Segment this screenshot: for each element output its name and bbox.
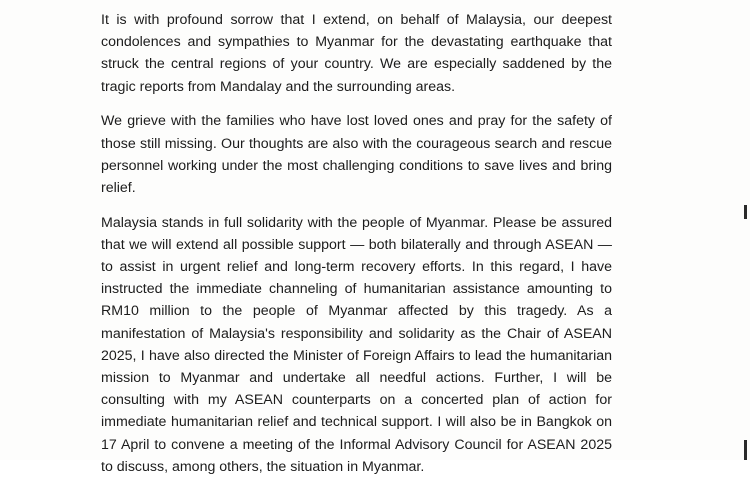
scan-edge-mark [744,440,747,460]
letter-paragraph-condolences: It is with profound sorrow that I extend, on behalf of Malaysia, our deepest condolences and sympathies to Myanmar for the devastating earthquake that struck the central regions of your country. We are especially saddened by the tragic reports from Mandalay and the surrounding areas. [101,12,612,95]
handwritten-greeting-mark [128,0,348,6]
letter-paragraph-grief: We grieve with the families who have lost loved ones and pray for the safety of those still missing. Our thoughts are also with the courageous search and rescue personnel working under the most challenging conditions to save lives and bring relief. [101,113,612,196]
scan-edge-mark [744,205,747,219]
letter-body [101,9,612,478]
letter-paragraph-solidarity: Malaysia stands in full solidarity with the people of Myanmar. Please be assured that we will extend all possible support — both bilaterally and through ASEAN — to assist in urgent relief and long-term recovery efforts. In this regard, I have instructed the immediate channeling of humanitarian assistance amounting to RM10 million to the people of Myanmar affected by this tragedy. As a manifestation of Malaysia's responsibility and solidarity as the Chair of ASEAN 2025, I have also directed the Minister of Foreign Affairs to lead the humanitarian mission to Myanmar and undertake all needful actions. Further, I will be consulting with my ASEAN counterparts on a concerted plan of action for immediate humanitarian relief and technical support. I will also be in Bangkok on 17 April to convene a meeting of the Informal Advisory Council for ASEAN 2025 to discuss, among others, the situation in Myanmar. [101,214,612,475]
